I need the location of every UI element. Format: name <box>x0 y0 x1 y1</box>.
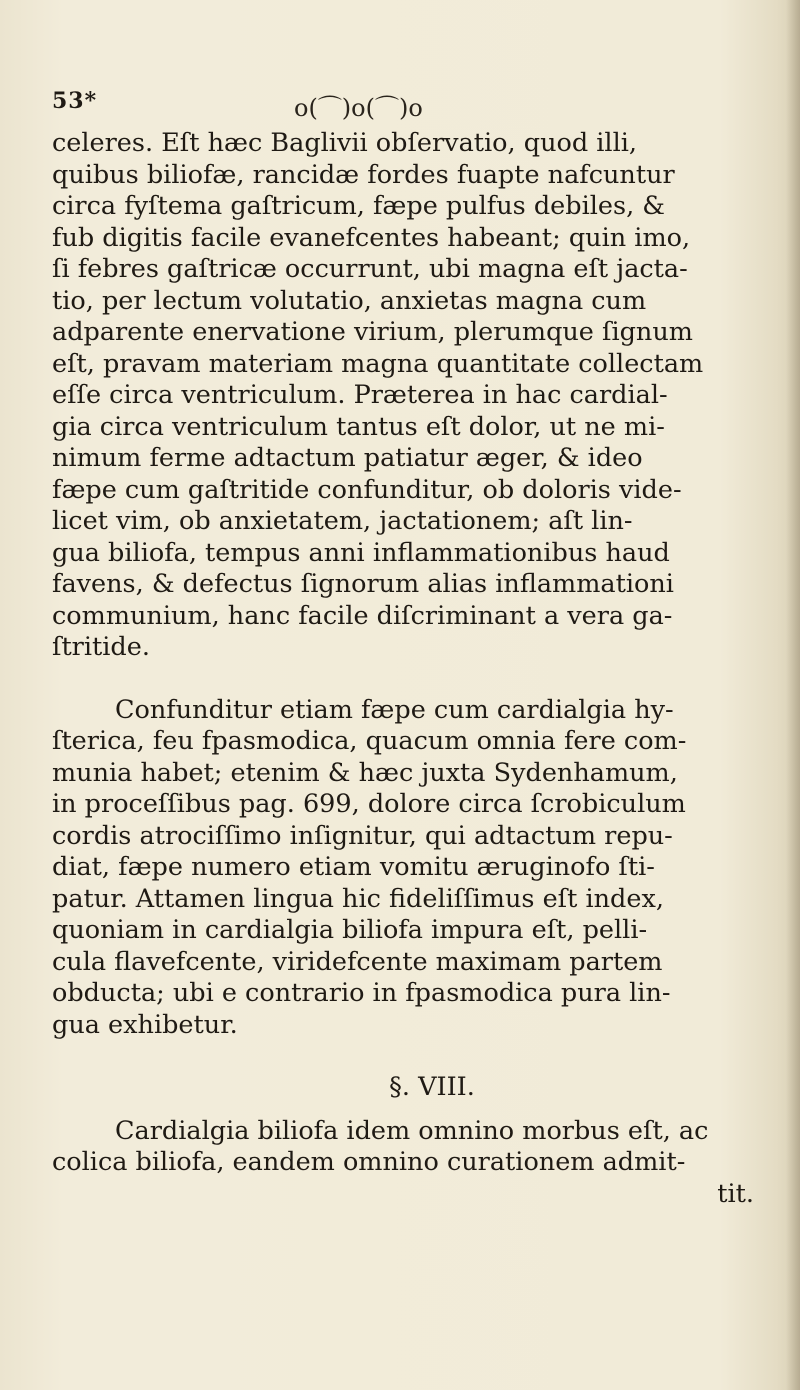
text-line: quoniam in cardialgia biliofa impura eſt, pelli- <box>52 915 648 945</box>
text-line: celeres. Eſt hæc Baglivii obſervatio, quod illi, <box>52 128 638 158</box>
text-line: nimum ferme adtactum patiatur æger, & ideo <box>52 443 643 473</box>
page-edge-shadow <box>786 0 800 1390</box>
body-text <box>52 128 772 1210</box>
text-line: ſtritide. <box>52 632 150 662</box>
text-line: eſt, pravam materiam magna quantitate collectam <box>52 348 704 379</box>
text-line: tio, per lectum volutatio, anxietas magna cum <box>52 285 647 316</box>
text-line: diat, fæpe numero etiam vomitu æruginofo ſti- <box>52 852 655 882</box>
catchword: tit. <box>717 1178 754 1209</box>
text-line: patur. Attamen lingua hic fideliſſimus eſt index, <box>52 883 664 914</box>
text-line: gua biliofa, tempus anni inflammationibus haud <box>52 537 670 568</box>
text-line: ſi febres gaſtricæ occurrunt, ubi magna eſt jacta- <box>52 254 688 284</box>
text-line: quibus biliofæ, rancidæ fordes fuapte nafcuntur <box>52 159 675 190</box>
text-line: circa fyſtema gaſtricum, fæpe pulfus debiles, & <box>52 191 665 221</box>
text-line: fub digitis facile evanefcentes habeant; quin imo, <box>52 222 691 253</box>
text-line: cordis atrociſſimo inſignitur, qui adtactum repu- <box>52 820 673 851</box>
paragraph-gap <box>52 1104 772 1116</box>
text-line: obducta; ubi e contrario in fpasmodica pura lin- <box>52 978 671 1008</box>
text-line: Confunditur etiam fæpe cum cardialgia hy- <box>115 694 674 725</box>
text-line: gia circa ventriculum tantus eſt dolor, ut ne mi- <box>52 411 665 442</box>
text-line: colica biliofa, eandem omnino curationem admit- <box>52 1147 686 1177</box>
text-line: gua exhibetur. <box>52 1009 238 1040</box>
text-line: munia habet; etenim & hæc juxta Sydenhamum, <box>52 757 678 788</box>
text-line: communium, hanc facile diſcriminant a vera ga- <box>52 600 673 631</box>
page-number: 53* <box>52 88 98 114</box>
text-line: eſſe circa ventriculum. Præterea in hac cardial- <box>52 380 668 410</box>
header-ornament: o(⌒)o(⌒)o <box>294 94 423 122</box>
section-heading: §. VIII. <box>389 1072 475 1102</box>
text-line: ſterica, feu fpasmodica, quacum omnia fere com- <box>52 726 687 756</box>
paragraph-gap <box>52 664 772 695</box>
text-line: cula flavefcente, viridefcente maximam partem <box>52 946 663 977</box>
text-line: favens, & defectus ſignorum alias inflammationi <box>52 569 674 599</box>
text-line: in proceſſibus pag. 699, dolore circa ſcrobiculum <box>52 789 686 819</box>
text-line: Cardialgia biliofa idem omnino morbus eſt, ac <box>115 1115 709 1146</box>
text-line: fæpe cum gaſtritide confunditur, ob doloris vide- <box>52 474 682 505</box>
paragraph-gap <box>52 1041 772 1072</box>
page-header <box>52 88 752 122</box>
text-line: adparente enervatione virium, plerumque ſignum <box>52 317 693 347</box>
text-line: licet vim, ob anxietatem, jactationem; aſt lin- <box>52 506 633 536</box>
